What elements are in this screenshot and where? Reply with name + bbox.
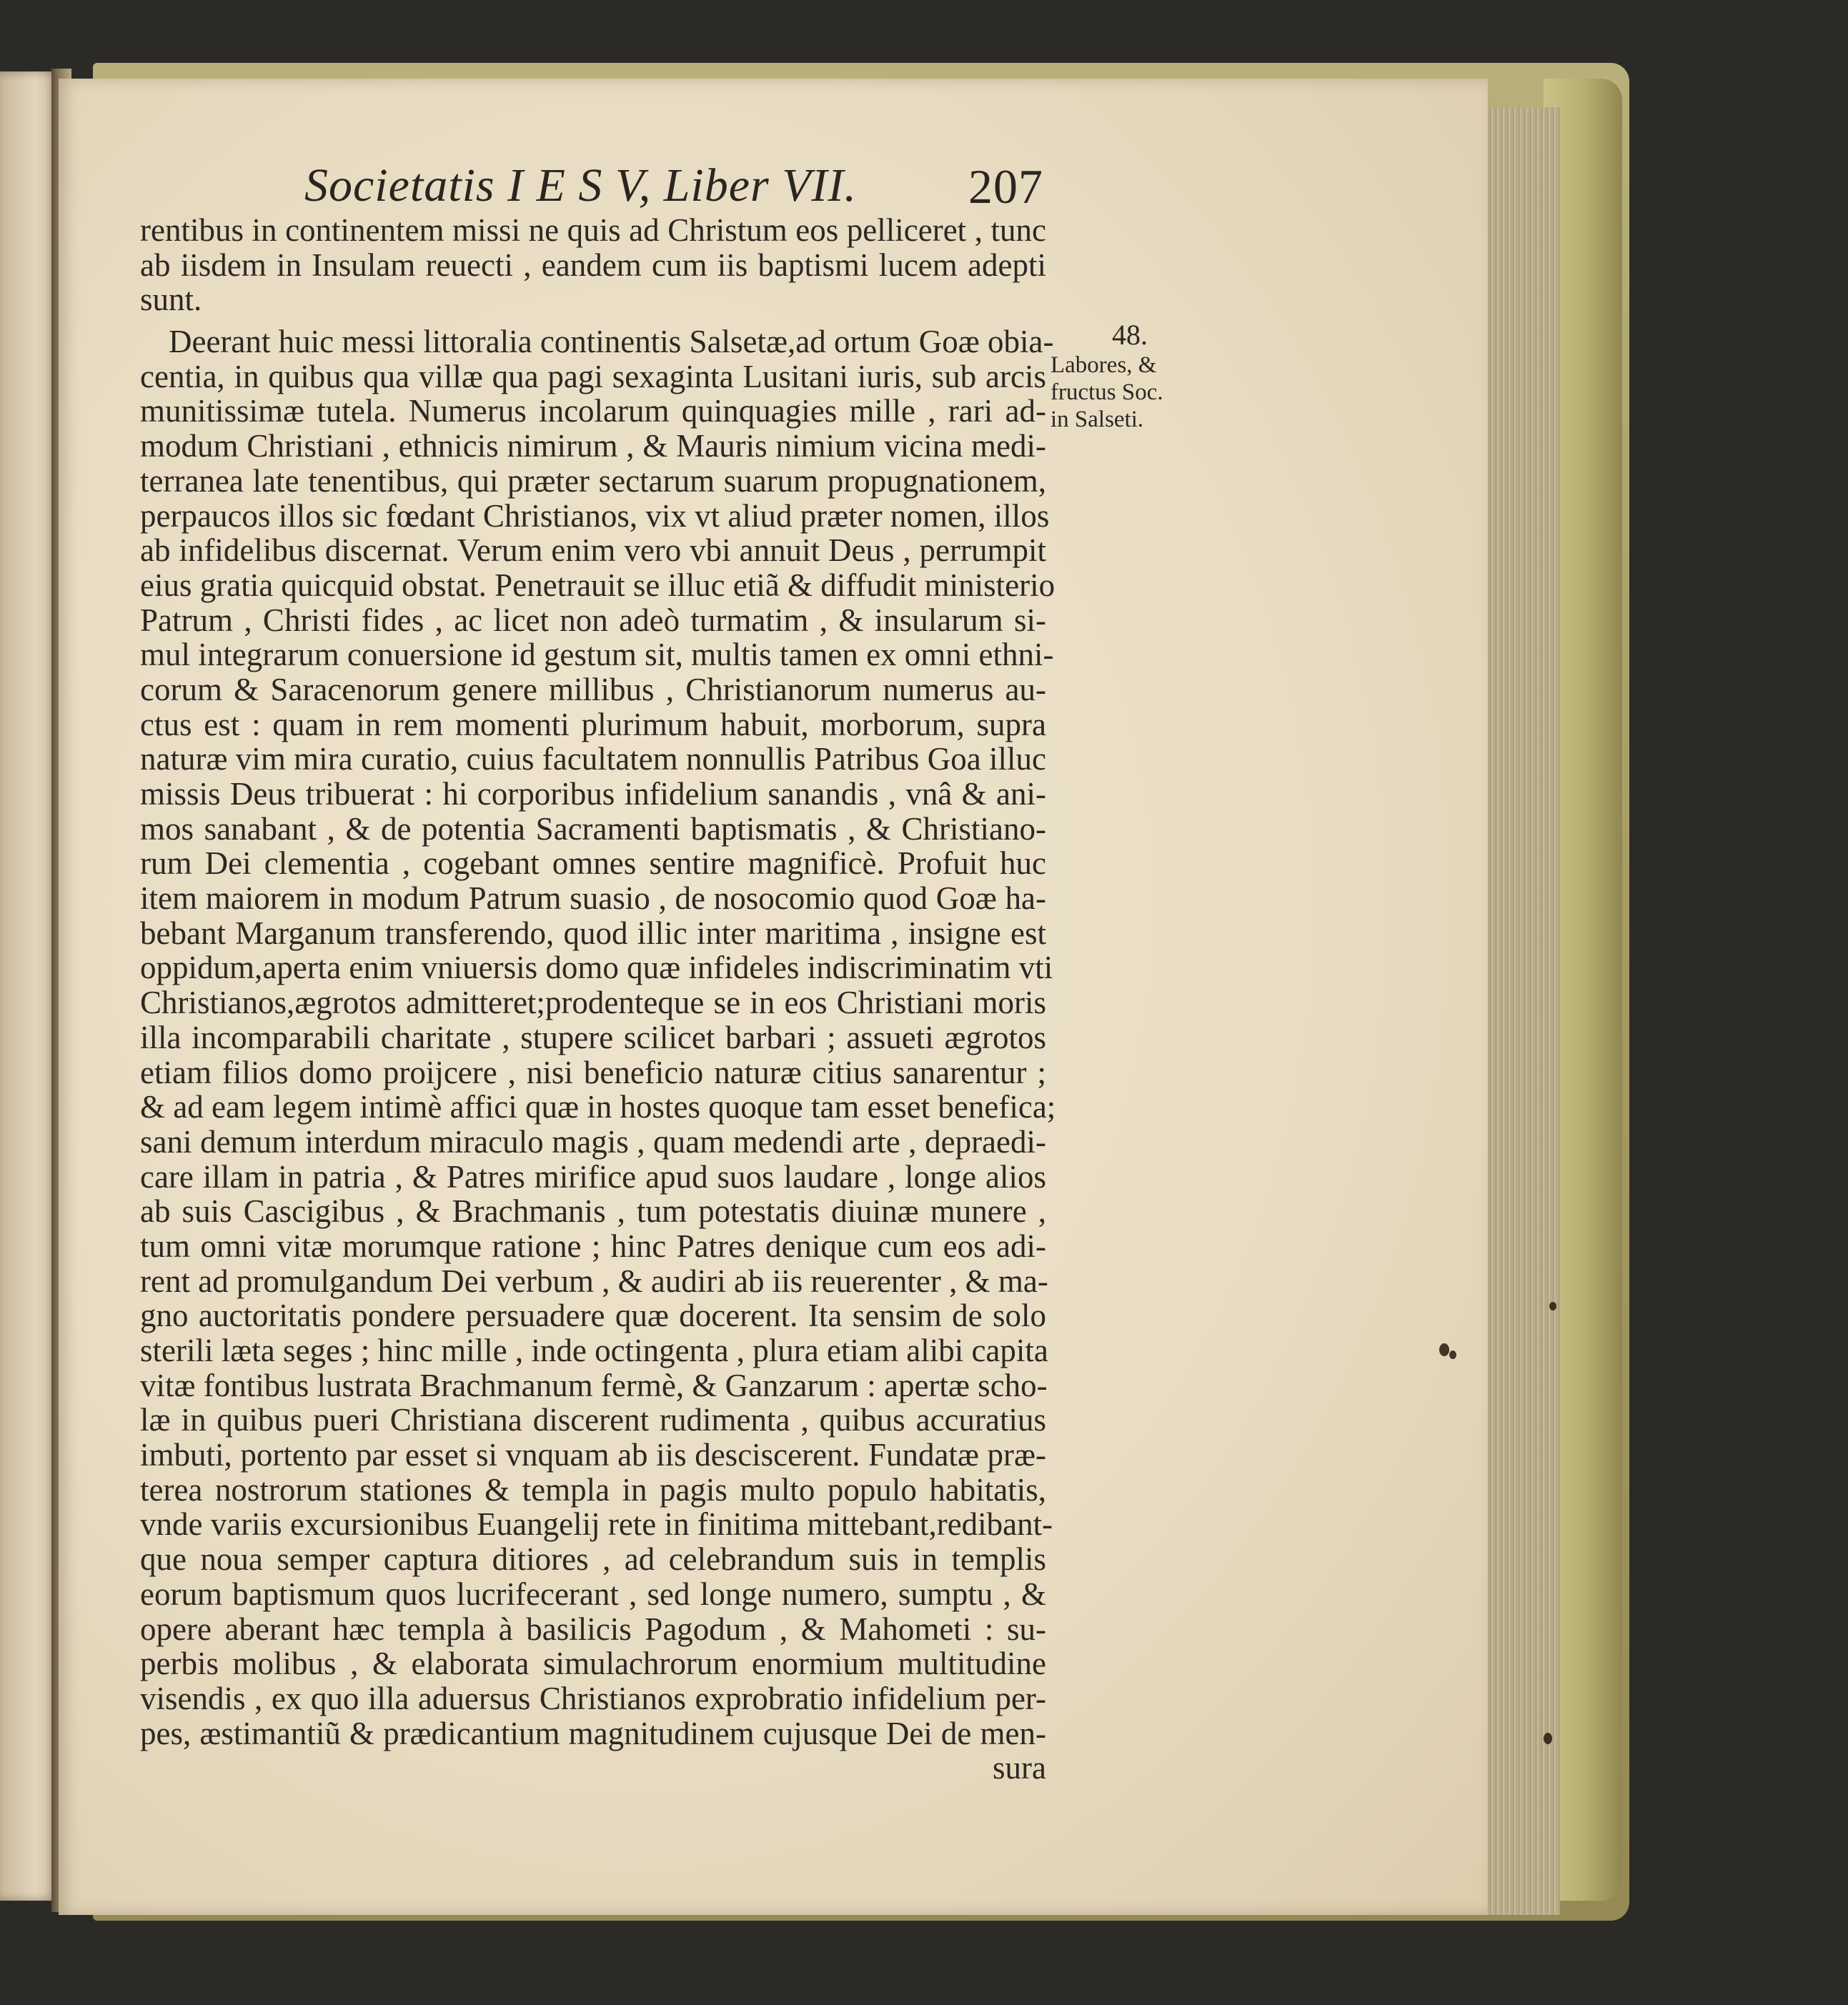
text-line: que noua semper captura ditiores , ad celebrandum suis in templis — [140, 1541, 1046, 1578]
text-line: tum omni vitæ morumque ratione ; hinc Patres denique cum eos adi- — [140, 1228, 1046, 1264]
text-line: Deerant huic messi littoralia continentis Salsetæ,ad ortum Goæ obia- — [169, 324, 1054, 360]
ink-spot — [1439, 1343, 1449, 1356]
marginal-note-line: fructus Soc. — [1050, 379, 1163, 405]
text-line: opere aberant hæc templa à basilicis Pagodum , & Mahometi : su- — [140, 1611, 1046, 1647]
text-line: perbis molibus , & elaborata simulachrorum enormium multitudine — [140, 1646, 1046, 1682]
marginal-note-line: in Salseti. — [1050, 407, 1144, 432]
text-line: sunt. — [140, 282, 202, 318]
text-line: pes, æstimantiũ & prædicantium magnitudinem cujusque Dei de men- — [140, 1715, 1046, 1751]
ink-spot — [1544, 1733, 1552, 1744]
text-line: missis Deus tribuerat : hi corporibus infidelium sanandis , vnâ & ani- — [140, 776, 1046, 812]
text-line: sterili læta seges ; hinc mille , inde octingenta , plura etiam alibi capita — [140, 1333, 1048, 1368]
text-line: terranea late tenentibus, qui præter sectarum suarum propugnationem, — [140, 462, 1046, 499]
text-line: ab iisdem in Insulam reuecti , eandem cum iis baptismi lucem adepti — [140, 247, 1046, 283]
text-line: ctus est : quam in rem momenti plurimum habuit, morborum, supra — [140, 706, 1046, 742]
text-line: imbuti, portento par esset si vnquam ab iis desciscerent. Fundatæ præ- — [140, 1437, 1046, 1473]
text-line: bebant Marganum transferendo, quod illic inter maritima , insigne est — [140, 915, 1046, 951]
ink-spot — [1549, 1302, 1556, 1310]
page-number: 207 — [968, 159, 1043, 214]
text-line: ab suis Cascigibus , & Brachmanis , tum potestatis diuinæ munere , — [140, 1193, 1046, 1230]
text-line: rent ad promulgandum Dei verbum , & audiri ab iis reuerenter , & ma- — [140, 1263, 1048, 1299]
text-line: munitissimæ tutela. Numerus incolarum quinquagies mille , rari ad- — [140, 393, 1046, 429]
text-line: item maiorem in modum Patrum suasio , de nosocomio quod Goæ ha- — [140, 880, 1046, 917]
text-line: ab infidelibus discernat. Verum enim vero vbi annuit Deus , perrumpit — [140, 532, 1046, 569]
text-line: Christianos,ægrotos admitteret;prodenteque se in eos Christiani moris — [140, 985, 1046, 1021]
ink-spot — [1449, 1350, 1456, 1359]
text-line: visendis , ex quo illa aduersus Christianos exprobratio infidelium per- — [140, 1680, 1046, 1716]
marginal-note-line: Labores, & — [1050, 352, 1157, 378]
text-line: gno auctoritatis pondere persuadere quæ docerent. Ita sensim de solo — [140, 1298, 1046, 1334]
text-line: eius gratia quicquid obstat. Penetrauit se illuc etiã & diffudit ministerio — [140, 567, 1055, 603]
text-line: mos sanabant , & de potentia Sacramenti baptismatis , & Christiano- — [140, 810, 1046, 847]
text-line: corum & Saracenorum genere millibus , Christianorum numerus au- — [140, 671, 1046, 707]
text-line: Patrum , Christi fides , ac licet non adeò turmatim , & insularum si- — [140, 602, 1046, 638]
text-line: perpaucos illos sic fœdant Christianos, vix vt aliud præter nomen, illos — [140, 497, 1050, 534]
text-line: vitæ fontibus lustrata Brachmanum fermè, & Ganzarum : apertæ scho- — [140, 1367, 1048, 1403]
text-line: care illam in patria , & Patres mirifice apud suos laudare , longe alios — [140, 1158, 1046, 1195]
marginal-note — [1050, 319, 1193, 433]
text-line: rentibus in continentem missi ne quis ad Christum eos pelliceret , tunc — [140, 212, 1046, 248]
catchword: sura — [993, 1750, 1046, 1786]
text-line: vnde variis excursionibus Euangelij rete in finitima mittebant,redibant- — [140, 1506, 1053, 1543]
text-line: naturæ vim mira curatio, cuius facultatem nonnullis Patribus Goa illuc — [140, 741, 1046, 777]
text-line: terea nostrorum stationes & templa in pagis multo populo habitatis, — [140, 1471, 1046, 1508]
text-line: centia, in quibus qua villæ qua pagi sexaginta Lusitani iuris, sub arcis — [140, 358, 1046, 394]
facing-page-edge — [0, 71, 59, 1901]
text-line: & ad eam legem intimè affici quæ in hostes quoque tam esset benefica; — [140, 1089, 1056, 1125]
text-line: oppidum,aperta enim vniuersis domo quæ infideles indiscriminatim vti — [140, 950, 1053, 986]
text-line: rum Dei clementia , cogebant omnes sentire magnificè. Profuit huc — [140, 845, 1046, 882]
text-line: etiam filios domo proijcere , nisi beneficio naturæ citius sanarentur ; — [140, 1054, 1046, 1090]
text-line: illa incomparabili charitate , stupere scilicet barbari ; assueti ægrotos — [140, 1019, 1046, 1055]
text-line: modum Christiani , ethnicis nimirum , & Mauris nimium vicina medi- — [140, 428, 1046, 464]
text-line: eorum baptismum quos lucrifecerant , sed longe numero, sumptu , & — [140, 1576, 1046, 1612]
text-line: mul integrarum conuersione id gestum sit, multis tamen ex omni ethni- — [140, 637, 1054, 673]
running-title: Societatis I E S V, Liber VII. — [304, 159, 858, 212]
body-text — [140, 212, 1056, 1786]
marginal-note-number: 48. — [1112, 319, 1148, 351]
text-line: læ in quibus pueri Christiana discerent rudimenta , quibus accuratius — [140, 1402, 1046, 1438]
text-line: sani demum interdum miraculo magis , quam medendi arte , depraedi- — [140, 1123, 1046, 1160]
